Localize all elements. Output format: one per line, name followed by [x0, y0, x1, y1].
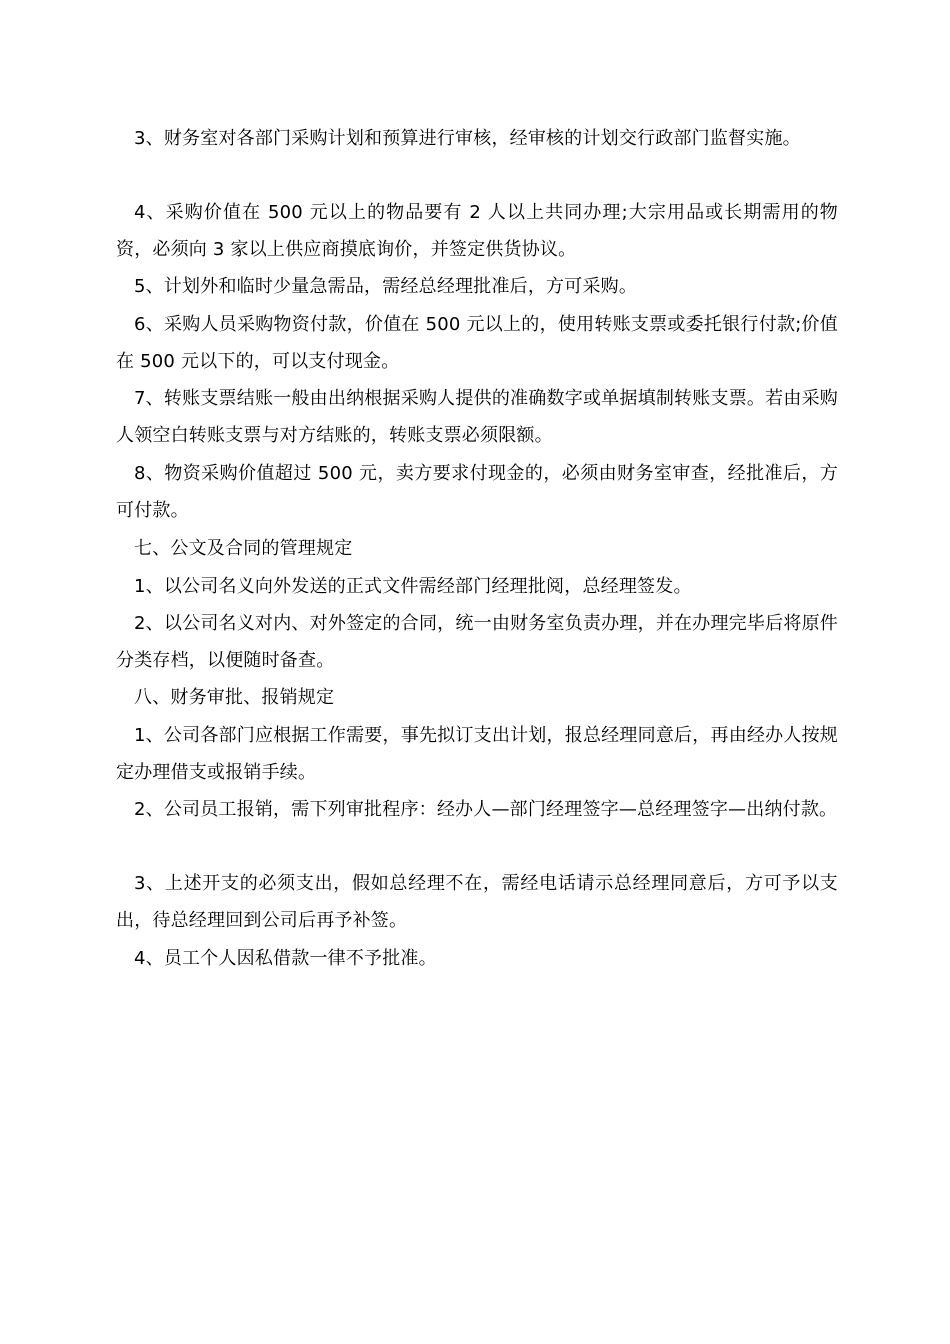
paragraph-reimbursement-procedure: 2、公司员工报销，需下列审批程序：经办人—部门经理签字—总经理签字—出纳付款。	[134, 799, 838, 820]
paragraph-transfer-check: 7、转账支票结账一般由出纳根据采购人提供的准确数字或单据填制转账支票。若由采购人领空白转账支票与对方结账的，转账支票必须限额。	[116, 388, 838, 446]
paragraph-cash-payment: 8、物资采购价值超过 500 元，卖方要求付现金的，必须由财务室审查，经批准后，方可付款。	[116, 463, 838, 521]
paragraph-purchase-plan-review: 3、财务室对各部门采购计划和预算进行审核，经审核的计划交行政部门监督实施。	[134, 128, 801, 149]
paragraph-contracts: 2、以公司名义对内、对外签定的合同，统一由财务室负责办理，并在办理完毕后将原件分类存档，以便随时备查。	[116, 613, 838, 671]
paragraph-purchase-value-rule: 4、采购价值在 500 元以上的物品要有 2 人以上共同办理;大宗用品或长期需用的物资，必须向 3 家以上供应商摸底询价，并签定供货协议。	[116, 202, 838, 260]
paragraph-manager-absent: 3、上述开支的必须支出，假如总经理不在，需经电话请示总经理同意后，方可予以支出，待总经理回到公司后再予补签。	[116, 873, 838, 931]
paragraph-personal-loans: 4、员工个人因私借款一律不予批准。	[134, 948, 437, 969]
section-heading-documents-contracts: 七、公文及合同的管理规定	[134, 538, 353, 559]
section-heading-finance-approval: 八、财务审批、报销规定	[134, 687, 335, 708]
paragraph-expense-plan: 1、公司各部门应根据工作需要，事先拟订支出计划，报总经理同意后，再由经办人按规定办理借支或报销手续。	[116, 725, 838, 783]
paragraph-official-documents: 1、以公司名义向外发送的正式文件需经部门经理批阅，总经理签发。	[134, 576, 692, 597]
paragraph-unplanned-purchase: 5、计划外和临时少量急需品，需经总经理批准后，方可采购。	[134, 276, 638, 297]
paragraph-payment-method: 6、采购人员采购物资付款，价值在 500 元以上的，使用转账支票或委托银行付款;价值在 500 元以下的，可以支付现金。	[116, 314, 838, 372]
